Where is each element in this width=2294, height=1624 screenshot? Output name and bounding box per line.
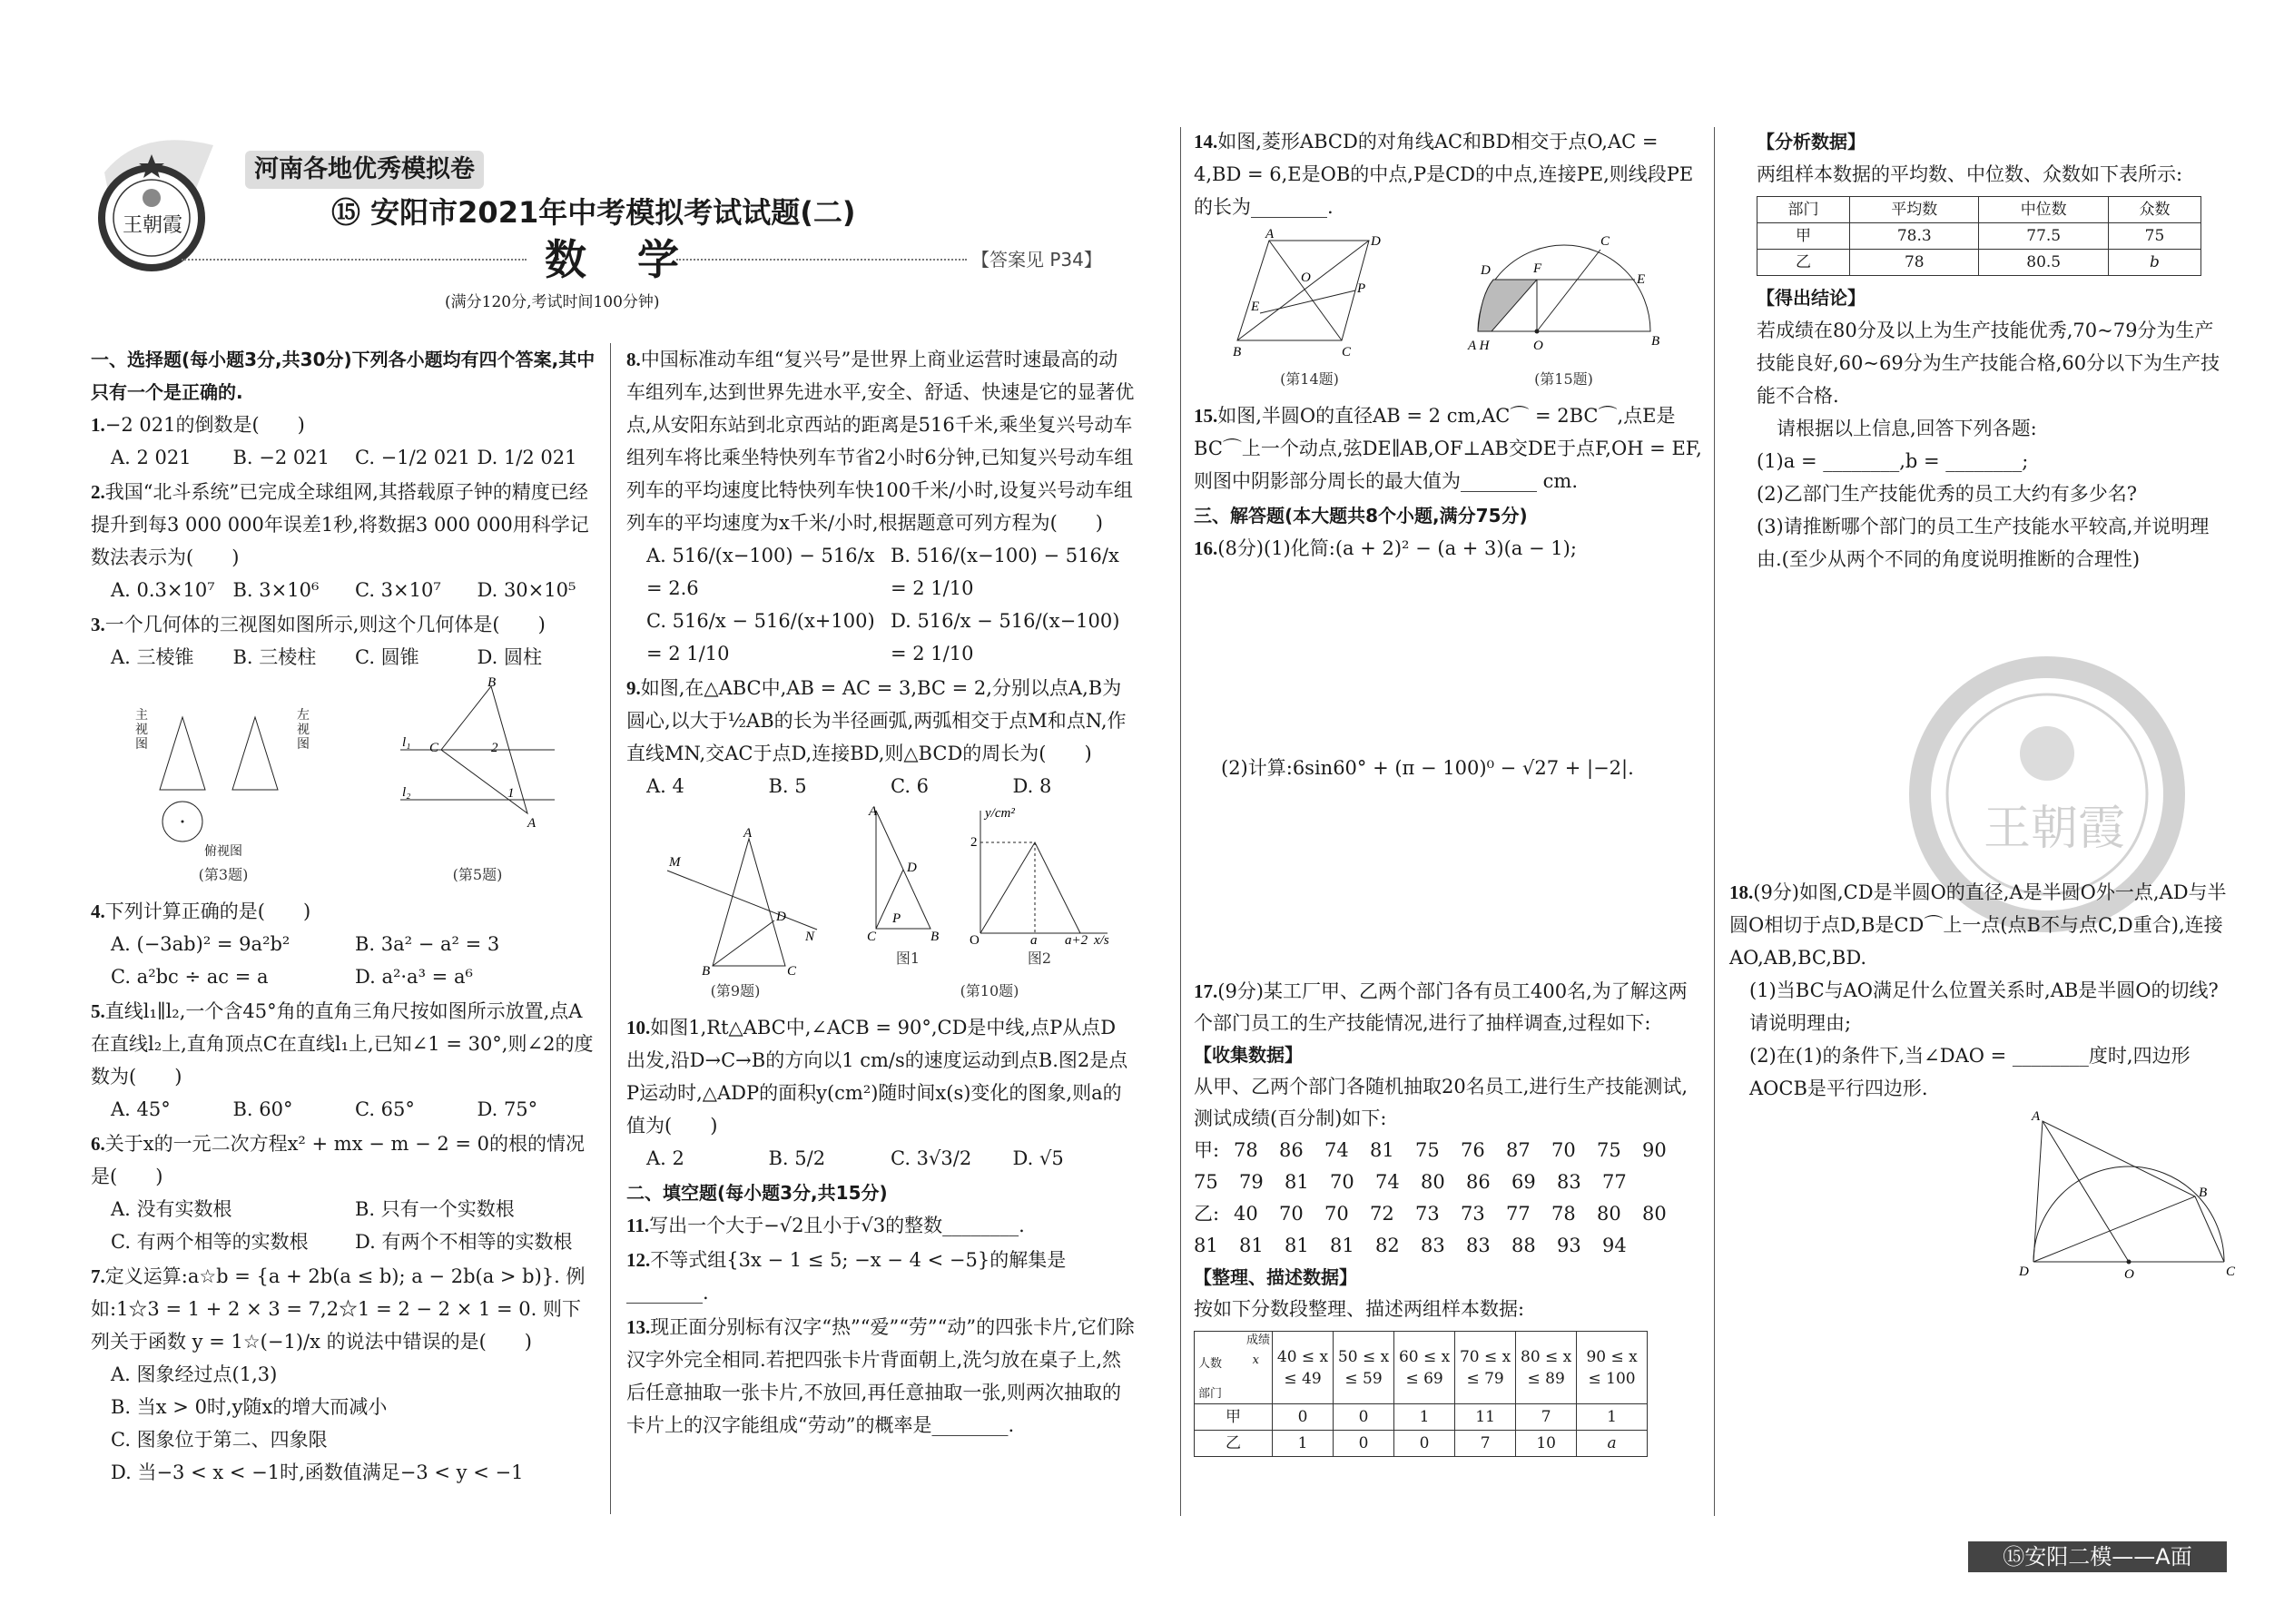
svg-text:E: E bbox=[1250, 300, 1259, 314]
svg-text:C: C bbox=[429, 741, 439, 755]
exam-number-badge: ⑮ bbox=[331, 195, 361, 230]
option-c: C. −1/2 021 bbox=[355, 447, 470, 468]
collect-data-text: 从甲、乙两个部门各随机抽取20名员工,进行生产技能测试,测试成绩(百分制)如下: bbox=[1194, 1076, 1689, 1129]
svg-text:A: A bbox=[743, 826, 753, 841]
cell: b bbox=[2108, 250, 2200, 276]
question-4 bbox=[91, 895, 599, 993]
options bbox=[91, 1193, 599, 1258]
question-number: 12. bbox=[626, 1249, 651, 1271]
column-header: 众数 bbox=[2108, 197, 2200, 223]
score-value: 75 bbox=[1194, 1171, 1218, 1193]
svg-text:O: O bbox=[2124, 1267, 2134, 1282]
series-label: 河南各地优秀模拟卷 bbox=[245, 151, 484, 189]
svg-text:O: O bbox=[970, 933, 980, 948]
cell: 11 bbox=[1455, 1404, 1516, 1431]
question-number: 15. bbox=[1194, 405, 1218, 427]
svg-text:M: M bbox=[669, 855, 681, 870]
option-d: D. 当−3 < x < −1时,函数值满足−3 < y < −1 bbox=[111, 1462, 524, 1483]
figures-3-5 bbox=[91, 677, 599, 891]
score-value: 80 bbox=[1597, 1203, 1621, 1225]
corner-dept: 部门 bbox=[1198, 1387, 1223, 1401]
figure-caption: (第15题) bbox=[1534, 370, 1593, 388]
question-10 bbox=[626, 1011, 1135, 1175]
column-header: 50 ≤ x ≤ 59 bbox=[1334, 1332, 1394, 1404]
option-c: C. 6 bbox=[891, 775, 930, 797]
question-text: 定义运算:a☆b = {a + 2b(a ≤ b); a − 2b(a > b)}. 例如:1☆3 = 1 + 2 × 3 = 7,2☆1 = 2 − 2 × 1 = 0. 则下列关于函数 y = 1☆(−1)/x 的说法中错误的是( ) bbox=[91, 1265, 586, 1353]
option-a: A. 没有实数根 bbox=[111, 1198, 232, 1220]
svg-text:x/s: x/s bbox=[1094, 933, 1109, 948]
organize-data-text: 按如下分数段整理、描述两组样本数据: bbox=[1194, 1298, 1525, 1320]
option-d: D. 1/2 021 bbox=[477, 447, 577, 468]
question-number: 4. bbox=[91, 901, 105, 922]
column-2 bbox=[626, 343, 1135, 1443]
option-b: B. 只有一个实数根 bbox=[355, 1198, 515, 1220]
option-d: D. 516/x − 516/(x−100) = 2 1/10 bbox=[891, 610, 1120, 664]
options bbox=[626, 1142, 1135, 1175]
question-number: 7. bbox=[91, 1265, 105, 1287]
option-c: C. 3×10⁷ bbox=[355, 579, 441, 601]
option-b: B. 60° bbox=[232, 1098, 293, 1120]
svg-text:A H: A H bbox=[1467, 339, 1489, 353]
score-value: 78 bbox=[1234, 1139, 1258, 1161]
part-2: (2)乙部门生产技能优秀的员工大约有多少名? bbox=[1757, 483, 2138, 505]
cell: 7 bbox=[1516, 1404, 1577, 1431]
conclusion-text: 若成绩在80分及以上为生产技能优秀,70~79分为生产技能良好,60~69分为生产技能合格,60分以下为生产技能不合格. bbox=[1757, 320, 2220, 407]
option-d: D. 圆柱 bbox=[477, 646, 542, 668]
option-a: A. 45° bbox=[111, 1098, 171, 1120]
options bbox=[91, 641, 599, 674]
svg-text:a+2: a+2 bbox=[1065, 933, 1088, 948]
score-value: 86 bbox=[1466, 1171, 1491, 1193]
option-b: B. −2 021 bbox=[232, 447, 330, 468]
score-value: 81 bbox=[1330, 1235, 1354, 1256]
option-d: D. √5 bbox=[1012, 1147, 1064, 1169]
column-header: 中位数 bbox=[1979, 197, 2108, 223]
option-c: C. 3√3/2 bbox=[891, 1147, 972, 1169]
question-6 bbox=[91, 1127, 599, 1258]
score-value: 81 bbox=[1285, 1171, 1309, 1193]
question-text: 我国“北斗系统”已完成全球组网,其搭载原子钟的精度已经提升到每3 000 000年误差1秒,将数据3 000 000用科学记数法表示为( ) bbox=[91, 481, 589, 568]
score-value: 83 bbox=[1557, 1171, 1581, 1193]
question-13 bbox=[626, 1311, 1135, 1442]
score-value: 83 bbox=[1466, 1235, 1491, 1256]
option-c: C. 图象位于第二、四象限 bbox=[111, 1429, 328, 1451]
instruction-text: 请根据以上信息,回答下列各题: bbox=[1777, 418, 2037, 439]
question-number: 18. bbox=[1729, 881, 1754, 903]
options bbox=[626, 770, 1135, 802]
question-number: 13. bbox=[626, 1316, 651, 1338]
score-value: 87 bbox=[1506, 1139, 1531, 1161]
option-c: C. a²bc ÷ ac = a bbox=[111, 966, 269, 988]
option-a: A. 516/(x−100) − 516/x = 2.6 bbox=[646, 545, 875, 599]
score-value: 79 bbox=[1239, 1171, 1264, 1193]
svg-text:C: C bbox=[2226, 1265, 2236, 1279]
score-value: 73 bbox=[1461, 1203, 1485, 1225]
option-a: A. 图象经过点(1,3) bbox=[111, 1363, 278, 1385]
question-text: 如图,在△ABC中,AB = AC = 3,BC = 2,分别以点A,B为圆心,以大于½AB的长为半径画弧,两弧相交于点M和点N,作直线MN,交AC于点D,连接BD,则△BCD的周长为( ) bbox=[626, 677, 1127, 764]
question-number: 1. bbox=[91, 414, 105, 436]
question-11 bbox=[626, 1209, 1135, 1242]
table-row bbox=[1195, 1404, 1648, 1431]
score-value: 88 bbox=[1511, 1235, 1536, 1256]
part-1: (1)当BC与AO满足什么位置关系时,AB是半圆O的切线?请说明理由; bbox=[1749, 979, 2219, 1034]
column-3 bbox=[1194, 125, 1702, 566]
question-text: 写出一个大于−√2且小于√3的整数________. bbox=[649, 1215, 1025, 1236]
corner-count: 人数 bbox=[1198, 1357, 1223, 1371]
option-d: D. a²·a³ = a⁶ bbox=[355, 966, 473, 988]
svg-text:C: C bbox=[867, 930, 877, 944]
title-rule-right bbox=[676, 259, 967, 261]
question-2 bbox=[91, 476, 599, 606]
svg-text:A: A bbox=[1265, 227, 1274, 241]
section-2-heading: 二、填空题(每小题3分,共15分) bbox=[626, 1182, 888, 1204]
score-value: 80 bbox=[1642, 1203, 1667, 1225]
column-1 bbox=[91, 343, 599, 1491]
subject-title: 数 学 bbox=[545, 235, 698, 284]
score-label: 甲: bbox=[1194, 1139, 1220, 1161]
figures-14-15 bbox=[1194, 227, 1702, 396]
cell: 0 bbox=[1334, 1431, 1394, 1457]
top-view-label: 俯视图 bbox=[204, 844, 242, 859]
table-row bbox=[1195, 1431, 1648, 1457]
figure-q18 bbox=[2015, 1107, 2236, 1299]
cell: 78 bbox=[1850, 250, 1979, 276]
option-d: D. 8 bbox=[1012, 775, 1052, 797]
question-text: 如图,菱形ABCD的对角线AC和BD相交于点O,AC = 4,BD = 6,E是OB的中点,P是CD的中点,连接PE,则线段PE的长为________. bbox=[1194, 131, 1694, 218]
svg-text:C: C bbox=[787, 964, 797, 979]
score-value: 78 bbox=[1551, 1203, 1576, 1225]
figure-2-label: 图2 bbox=[1027, 950, 1052, 967]
score-value: 74 bbox=[1324, 1139, 1349, 1161]
cell: 乙 bbox=[1757, 250, 1850, 276]
column-header: 平均数 bbox=[1850, 197, 1979, 223]
question-number: 17. bbox=[1194, 980, 1218, 1002]
svg-text:B: B bbox=[487, 675, 497, 690]
cell: 80.5 bbox=[1979, 250, 2108, 276]
svg-text:N: N bbox=[805, 930, 815, 944]
option-c: C. 65° bbox=[355, 1098, 415, 1120]
score-value: 82 bbox=[1375, 1235, 1400, 1256]
svg-text:D: D bbox=[776, 910, 786, 924]
option-d: D. 30×10⁵ bbox=[477, 579, 576, 601]
svg-text:O: O bbox=[1532, 339, 1543, 353]
question-number: 2. bbox=[91, 481, 105, 503]
question-number: 9. bbox=[626, 677, 641, 699]
score-value: 70 bbox=[1324, 1203, 1349, 1225]
svg-text:王朝霞: 王朝霞 bbox=[123, 214, 183, 237]
table-row bbox=[1757, 223, 2201, 250]
option-b: B. 3a² − a² = 3 bbox=[355, 933, 500, 955]
svg-text:A: A bbox=[2032, 1109, 2041, 1124]
option-a: A. 2 bbox=[646, 1147, 684, 1169]
score-value: 90 bbox=[1642, 1139, 1667, 1161]
figure-caption: (第3题) bbox=[198, 866, 249, 883]
figure-q14 bbox=[1233, 227, 1387, 396]
question-8 bbox=[626, 343, 1135, 670]
options bbox=[91, 441, 599, 474]
column-header: 70 ≤ x ≤ 79 bbox=[1455, 1332, 1516, 1404]
score-value: 77 bbox=[1602, 1171, 1627, 1193]
corner-x: x bbox=[1252, 1353, 1259, 1367]
option-c: C. 有两个相等的实数根 bbox=[111, 1231, 309, 1253]
answer-reference: 【答案见 P34】 bbox=[971, 249, 1102, 271]
question-text: −2 021的倒数是( ) bbox=[104, 414, 305, 436]
column-divider bbox=[610, 343, 611, 1514]
conclusion-heading: 【得出结论】 bbox=[1757, 287, 1866, 309]
table-row bbox=[1757, 250, 2201, 276]
y-axis-label: y/cm² bbox=[985, 806, 1015, 821]
score-value: 70 bbox=[1279, 1203, 1304, 1225]
figure-caption: (第9题) bbox=[710, 982, 761, 999]
question-number: 6. bbox=[91, 1133, 105, 1155]
score-value: 74 bbox=[1375, 1171, 1400, 1193]
svg-text:2: 2 bbox=[970, 835, 978, 850]
question-text: 关于x的一元二次方程x² + mx − m − 2 = 0的根的情况是( ) bbox=[91, 1133, 586, 1187]
question-1 bbox=[91, 408, 599, 474]
score-value: 73 bbox=[1415, 1203, 1440, 1225]
question-14 bbox=[1194, 125, 1702, 223]
option-d: D. 有两个不相等的实数根 bbox=[355, 1231, 573, 1253]
part-1: (1)a = ________,b = ________; bbox=[1757, 450, 2029, 472]
cell: 77.5 bbox=[1979, 223, 2108, 250]
options bbox=[626, 539, 1135, 670]
corner-score: 成绩 bbox=[1245, 1334, 1270, 1347]
svg-text:C: C bbox=[1341, 345, 1351, 359]
question-text: 如图1,Rt△ABC中,∠ACB = 90°,CD是中线,点P从点D出发,沿D→C→B的方向以1 cm/s的速度运动到点B.图2是点P运动时,△ADP的面积y(cm²)随时间x(s)变化的图象,则a的值为( ) bbox=[626, 1017, 1128, 1137]
score-value: 80 bbox=[1421, 1171, 1445, 1193]
svg-text:l₂: l₂ bbox=[402, 785, 411, 800]
option-b: B. 516/(x−100) − 516/x = 2 1/10 bbox=[891, 545, 1119, 599]
question-number: 14. bbox=[1194, 131, 1218, 153]
organize-data-heading: 【整理、描述数据】 bbox=[1194, 1266, 1357, 1288]
section-1-heading: 一、选择题(每小题3分,共30分)下列各小题均有四个答案,其中只有一个是正确的. bbox=[91, 349, 596, 403]
score-value: 70 bbox=[1551, 1139, 1576, 1161]
option-b: B. 5 bbox=[768, 775, 807, 797]
svg-text:a: a bbox=[1030, 933, 1038, 948]
option-a: A. 4 bbox=[646, 775, 684, 797]
question-text: 现正面分别标有汉字“热”“爱”“劳”“动”的四张卡片,它们除汉字外完全相同.若把四张卡片背面朝上,洗匀放在桌子上,然后任意抽取一张卡片,不放回,再任意抽取一张,则两次抽取的卡片上的汉字能组成“劳动”的概率是________. bbox=[626, 1316, 1135, 1436]
question-16-part-1 bbox=[1194, 532, 1702, 565]
analyze-data-heading: 【分析数据】 bbox=[1757, 131, 1866, 153]
column-4 bbox=[1757, 125, 2229, 576]
option-d: D. 75° bbox=[477, 1098, 538, 1120]
question-text: 中国标准动车组“复兴号”是世界上商业运营时速最高的动车组列车,达到世界先进水平,安全、舒适、快速是它的显著优点,从安阳东站到北京西站的距离是516千米,乘坐复兴号动车组列车将比乘坐特快列车节省2小时6分钟,已知复兴号动车组列车的平均速度比特快列车快100千米/小时,设复兴号动车组列车的平均速度为x千米/小时,根据题意可列方程为( ) bbox=[626, 349, 1135, 534]
analyze-data-text: 两组样本数据的平均数、中位数、众数如下表所示: bbox=[1757, 163, 2183, 185]
figures-9-10 bbox=[626, 806, 1135, 1008]
cell: 75 bbox=[2108, 223, 2200, 250]
front-view-label: 主视图 bbox=[135, 708, 148, 752]
svg-text:O: O bbox=[1300, 271, 1311, 285]
score-value: 77 bbox=[1506, 1203, 1531, 1225]
score-value: 70 bbox=[1330, 1171, 1354, 1193]
question-5 bbox=[91, 995, 599, 1126]
svg-text:A: A bbox=[869, 804, 878, 819]
cell: 78.3 bbox=[1850, 223, 1979, 250]
question-number: 16. bbox=[1194, 537, 1218, 559]
question-number: 5. bbox=[91, 1000, 105, 1022]
question-3 bbox=[91, 608, 599, 674]
figure-1-label: 图1 bbox=[895, 950, 921, 967]
column-header: 40 ≤ x ≤ 49 bbox=[1273, 1332, 1334, 1404]
svg-text:F: F bbox=[1532, 261, 1541, 276]
svg-text:P: P bbox=[892, 911, 901, 926]
exam-note: (满分120分,考试时间100分钟) bbox=[445, 293, 660, 311]
svg-text:D: D bbox=[1370, 234, 1381, 249]
svg-text:B: B bbox=[1232, 345, 1241, 359]
option-b: B. 5/2 bbox=[768, 1147, 826, 1169]
svg-text:B: B bbox=[930, 930, 940, 944]
question-text: 下列计算正确的是( ) bbox=[104, 901, 311, 922]
question-text: (9分)如图,CD是半圆O的直径,A是半圆O外一点,AD与半圆O相切于点D,B是CD⌒上一点(点B不与点C,D重合),连接AO,AB,BC,BD. bbox=[1729, 881, 2227, 969]
cell: 1 bbox=[1394, 1404, 1455, 1431]
question-17 bbox=[1194, 976, 1702, 1457]
score-value: 83 bbox=[1421, 1235, 1445, 1256]
cell: 0 bbox=[1394, 1431, 1455, 1457]
page-footer-badge: ⑮安阳二模——A面 bbox=[1968, 1541, 2227, 1572]
question-number: 10. bbox=[626, 1017, 651, 1038]
svg-text:l₁: l₁ bbox=[402, 735, 411, 750]
row-label: 乙 bbox=[1195, 1431, 1273, 1457]
option-a: A. 0.3×10⁷ bbox=[111, 579, 215, 601]
svg-text:D: D bbox=[1480, 263, 1491, 278]
score-value: 75 bbox=[1597, 1139, 1621, 1161]
score-label: 乙: bbox=[1194, 1203, 1220, 1225]
exam-title-text: 安阳市2021年中考模拟考试试题(二) bbox=[370, 195, 856, 230]
question-15 bbox=[1194, 399, 1702, 497]
part-3: (3)请推断哪个部门的员工生产技能水平较高,并说明理由.(至少从两个不同的角度说明推断的合理性) bbox=[1757, 516, 2210, 570]
statistics-table bbox=[1757, 196, 2201, 276]
svg-text:P: P bbox=[1356, 281, 1365, 296]
question-text: (8分)(1)化简:(a + 2)² − (a + 3)(a − 1); bbox=[1217, 537, 1577, 559]
frequency-table bbox=[1194, 1331, 1648, 1457]
options bbox=[91, 928, 599, 993]
svg-text:B: B bbox=[2199, 1186, 2208, 1200]
figure-q10 bbox=[867, 806, 1112, 1008]
cell: 0 bbox=[1334, 1404, 1394, 1431]
score-value: 81 bbox=[1285, 1235, 1309, 1256]
left-view-label: 左视图 bbox=[297, 708, 310, 752]
part-2: (2)在(1)的条件下,当∠DAO = ________度时,四边形AOCB是平行四边形. bbox=[1749, 1045, 2191, 1099]
question-text: 一个几何体的三视图如图所示,则这个几何体是( ) bbox=[104, 614, 546, 635]
cell: 1 bbox=[1273, 1431, 1334, 1457]
three-views-drawing bbox=[155, 708, 291, 844]
yi-scores bbox=[1194, 1198, 1702, 1262]
options bbox=[91, 574, 599, 606]
svg-text:1: 1 bbox=[507, 786, 515, 801]
logo bbox=[86, 136, 213, 272]
svg-text:B: B bbox=[1650, 334, 1659, 349]
question-text: (9分)某工厂甲、乙两个部门各有员工400名,为了解这两个部门员工的生产技能情况,进行了抽样调查,过程如下: bbox=[1194, 980, 1688, 1034]
score-value: 72 bbox=[1370, 1203, 1394, 1225]
svg-text:C: C bbox=[1600, 234, 1610, 249]
score-value: 94 bbox=[1602, 1235, 1627, 1256]
figure-q15 bbox=[1464, 227, 1664, 396]
column-divider bbox=[1180, 127, 1181, 1516]
question-text: 直线l₁∥l₂,一个含45°角的直角三角尺按如图所示放置,点A在直线l₂上,直角顶点C在直线l₁上,已知∠1 = 30°,则∠2的度数为( ) bbox=[91, 1000, 594, 1088]
option-b: B. 当x > 0时,y随x的增大而减小 bbox=[111, 1396, 388, 1418]
column-divider bbox=[1714, 127, 1715, 1516]
section-3-heading: 三、解答题(本大题共8个小题,满分75分) bbox=[1194, 505, 1528, 527]
cell: 7 bbox=[1455, 1431, 1516, 1457]
option-a: A. 三棱锥 bbox=[111, 646, 194, 668]
column-header: 60 ≤ x ≤ 69 bbox=[1394, 1332, 1455, 1404]
svg-text:D: D bbox=[2019, 1265, 2029, 1279]
question-9 bbox=[626, 672, 1135, 802]
score-value: 81 bbox=[1370, 1139, 1394, 1161]
option-b: B. 三棱柱 bbox=[232, 646, 317, 668]
cell: 0 bbox=[1273, 1404, 1334, 1431]
cell: a bbox=[1577, 1431, 1648, 1457]
svg-text:B: B bbox=[702, 964, 711, 979]
figure-q5 bbox=[400, 677, 555, 891]
question-number: 3. bbox=[91, 614, 105, 635]
figure-q9 bbox=[649, 826, 822, 1008]
score-value: 69 bbox=[1511, 1171, 1536, 1193]
question-18 bbox=[1729, 876, 2233, 1105]
title-rule-left bbox=[182, 259, 527, 261]
svg-text:D: D bbox=[907, 861, 917, 875]
question-7 bbox=[91, 1260, 599, 1489]
score-value: 40 bbox=[1234, 1203, 1258, 1225]
score-value: 76 bbox=[1461, 1139, 1485, 1161]
figure-q3-three-views bbox=[135, 708, 311, 891]
option-a: A. (−3ab)² = 9a²b² bbox=[111, 933, 290, 955]
exam-title bbox=[331, 192, 855, 232]
option-c: C. 圆锥 bbox=[355, 646, 419, 668]
svg-text:E: E bbox=[1636, 272, 1645, 287]
jia-scores bbox=[1194, 1135, 1702, 1198]
figure-caption: (第10题) bbox=[960, 982, 1019, 999]
svg-text:王朝霞: 王朝霞 bbox=[1984, 802, 2126, 856]
figure-caption: (第5题) bbox=[452, 866, 503, 883]
column-header: 80 ≤ x ≤ 89 bbox=[1516, 1332, 1577, 1404]
question-number: 11. bbox=[626, 1215, 650, 1236]
question-12 bbox=[626, 1244, 1135, 1309]
svg-text:A: A bbox=[527, 816, 537, 831]
column-header: 部门 bbox=[1757, 197, 1850, 223]
cell: 甲 bbox=[1757, 223, 1850, 250]
score-value: 81 bbox=[1194, 1235, 1218, 1256]
score-value: 86 bbox=[1279, 1139, 1304, 1161]
score-value: 75 bbox=[1415, 1139, 1440, 1161]
option-b: B. 3×10⁶ bbox=[232, 579, 320, 601]
option-a: A. 2 021 bbox=[111, 447, 192, 468]
cell: 10 bbox=[1516, 1431, 1577, 1457]
row-label: 甲 bbox=[1195, 1404, 1273, 1431]
option-c: C. 516/x − 516/(x+100) = 2 1/10 bbox=[646, 610, 875, 664]
score-value: 93 bbox=[1557, 1235, 1581, 1256]
question-text: 如图,半圆O的直径AB = 2 cm,AC⌒ = 2BC⌒,点E是BC⌒上一个动点,弦DE∥AB,OF⊥AB交DE于点F,OH = EF,则图中阴影部分周长的最大值为________ cm. bbox=[1194, 405, 1702, 492]
question-number: 8. bbox=[626, 349, 641, 370]
score-value: 81 bbox=[1239, 1235, 1264, 1256]
options bbox=[91, 1093, 599, 1126]
svg-text:2: 2 bbox=[491, 741, 498, 755]
question-16-part-2: (2)计算:6sin60° + (π − 100)⁰ − √27 + |−2|. bbox=[1221, 757, 1634, 779]
cell: 1 bbox=[1577, 1404, 1648, 1431]
question-text: 不等式组{3x − 1 ≤ 5; −x − 4 < −5}的解集是________. bbox=[626, 1249, 1067, 1304]
figure-caption: (第14题) bbox=[1280, 370, 1339, 388]
column-header: 90 ≤ x ≤ 100 bbox=[1577, 1332, 1648, 1404]
collect-data-heading: 【收集数据】 bbox=[1194, 1044, 1303, 1066]
